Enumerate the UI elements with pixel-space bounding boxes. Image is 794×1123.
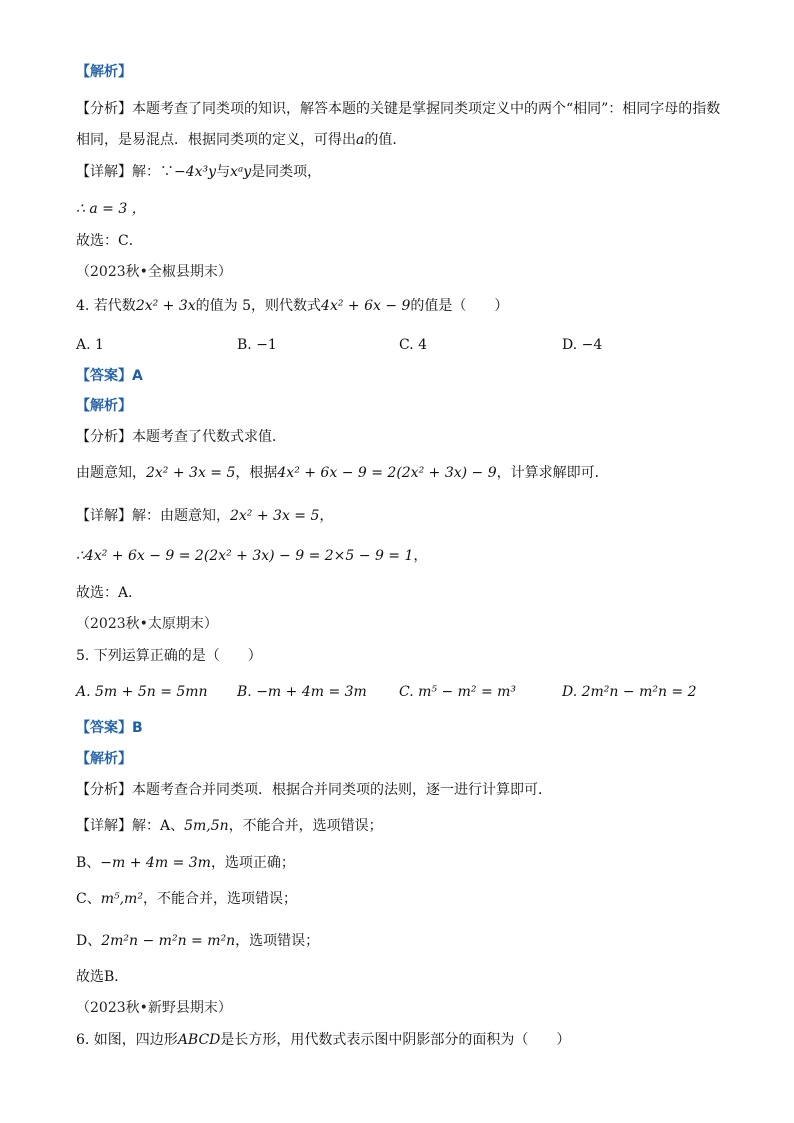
q5-stem <box>76 646 734 666</box>
xiangjie-tag: 【详解】 <box>76 818 132 834</box>
math-expression: m⁵,m² <box>100 891 143 907</box>
math-step: ∴ a = 3 ， <box>76 201 146 217</box>
math-expression: −4x³y <box>174 164 217 180</box>
q5-xiangjie <box>76 816 734 836</box>
source-text: （2023秋•太原期末） <box>76 616 218 632</box>
text-segment: ，不能合并，选项错误； <box>142 891 297 907</box>
q4-fenxi <box>76 427 734 447</box>
jiexi-label: 【解析】 <box>76 64 132 80</box>
fenxi-text: 本题考查合并同类项．根据合并同类项的法则，逐一进行计算即可． <box>132 782 552 798</box>
source-text: （2023秋•新野县期末） <box>76 1000 232 1016</box>
q3-jiexi-heading <box>76 62 734 82</box>
text-segment: C、 <box>76 891 101 907</box>
q4-step <box>76 546 734 566</box>
q4-stem <box>76 296 734 316</box>
xiangjie-text: 解：∵ <box>132 164 174 180</box>
fenxi-tag: 【分析】 <box>76 782 132 798</box>
q3-fenxi <box>76 94 734 156</box>
fenxi-tail: 的值． <box>364 132 407 148</box>
jiexi-label: 【解析】 <box>76 398 132 414</box>
fenxi-tag: 【分析】 <box>76 101 132 117</box>
math-expression: 4x² + 6x − 9 = 2(2x² + 3x) − 9 <box>277 465 497 481</box>
text-segment: D、 <box>76 933 102 949</box>
answer-text: 故选B． <box>76 969 129 985</box>
text-segment: ， <box>319 508 334 524</box>
option-a: A. 1 <box>76 337 104 353</box>
q5-line-b <box>76 853 734 873</box>
q4-source <box>76 262 734 282</box>
text-segment: 与 <box>216 164 231 180</box>
q4-answer <box>76 583 734 603</box>
xiangjie-text: 解：A、 <box>132 818 185 834</box>
option-b: B. −m + 4m = 3m <box>237 684 367 700</box>
fenxi-text: 本题考查了同类项的知识，解答本题的关键是掌握同类项定义中的两个“相同”：相同字母的指数相同，是易混点．根据同类项的定义，可得出 <box>76 101 721 148</box>
q4-daan <box>76 366 734 386</box>
q5-jiexi-heading <box>76 749 734 769</box>
math-expression: 4x² + 6x − 9 <box>321 298 411 314</box>
q4-options <box>76 335 734 355</box>
stem-prefix: 6. 如图，四边形 <box>76 1032 178 1048</box>
daan-label: 【答案】A <box>76 368 143 384</box>
text-segment: ，根据 <box>235 465 278 481</box>
answer-text: 故选：C． <box>76 233 143 249</box>
math-expression: 2x² + 3x = 5 <box>230 508 320 524</box>
jiexi-label: 【解析】 <box>76 751 132 767</box>
q5-answer <box>76 967 734 987</box>
q3-xiangjie <box>76 162 734 182</box>
xiangjie-text: 解：由题意知， <box>132 508 230 524</box>
option-d: D. −4 <box>562 337 603 353</box>
text-segment: ， <box>413 548 428 564</box>
stem-prefix: 4. 若代数 <box>76 298 136 314</box>
text-segment: ，计算求解即可． <box>496 465 609 481</box>
math-expression: ABCD <box>177 1032 221 1048</box>
text-segment: 是同类项， <box>251 164 322 180</box>
math-expression: 2x² + 3x = 5 <box>146 465 236 481</box>
xiangjie-tag: 【详解】 <box>76 164 132 180</box>
math-expression: 2x² + 3x <box>135 298 196 314</box>
q4-jiexi-heading <box>76 396 734 416</box>
q5-line-c <box>76 889 734 909</box>
math-expression: 5m,5n <box>184 818 229 834</box>
option-a: A. 5m + 5n = 5mn <box>76 684 208 700</box>
stem-text: 5. 下列运算正确的是（ ） <box>76 648 262 664</box>
q3-step <box>76 199 734 219</box>
q6-source <box>76 998 734 1018</box>
text-segment: ，不能合并，选项错误； <box>228 818 383 834</box>
option-b: B. −1 <box>237 337 277 353</box>
text-segment: 由题意知， <box>76 465 146 481</box>
stem-tail: 的值是（ ） <box>410 298 509 314</box>
answer-text: 故选：A． <box>76 585 143 601</box>
text-segment: ，选项错误； <box>235 933 320 949</box>
q5-source <box>76 614 734 634</box>
math-step: ∴4x² + 6x − 9 = 2(2x² + 3x) − 9 = 2×5 − 9 = 1 <box>76 548 414 564</box>
source-text: （2023秋•全椒县期末） <box>76 264 232 280</box>
q5-daan <box>76 718 734 738</box>
fenxi-tag: 【分析】 <box>76 429 132 445</box>
q5-options <box>76 682 734 702</box>
q6-stem <box>76 1030 734 1050</box>
stem-mid: 的值为 5，则代数式 <box>195 298 322 314</box>
option-c: C. m⁵ − m² = m³ <box>399 684 517 700</box>
q3-answer <box>76 231 734 251</box>
q4-xiangjie <box>76 506 734 526</box>
option-d: D. 2m²n − m²n = 2 <box>562 684 697 700</box>
stem-tail: 是长方形，用代数式表示图中阴影部分的面积为（ ） <box>220 1032 571 1048</box>
fenxi-text: 本题考查了代数式求值． <box>132 429 286 445</box>
q5-line-d <box>76 931 734 951</box>
xiangjie-tag: 【详解】 <box>76 508 132 524</box>
text-segment: B、 <box>76 855 101 871</box>
q5-fenxi <box>76 780 734 800</box>
math-expression: 2m²n − m²n = m²n <box>101 933 236 949</box>
daan-label: 【答案】B <box>76 720 143 736</box>
var-a: a <box>356 132 365 148</box>
q4-analysis-line <box>76 463 734 483</box>
text-segment: ，选项正确； <box>210 855 295 871</box>
math-expression: −m + 4m = 3m <box>100 855 211 871</box>
math-expression: xᵃy <box>230 164 252 180</box>
option-c: C. 4 <box>399 337 428 353</box>
